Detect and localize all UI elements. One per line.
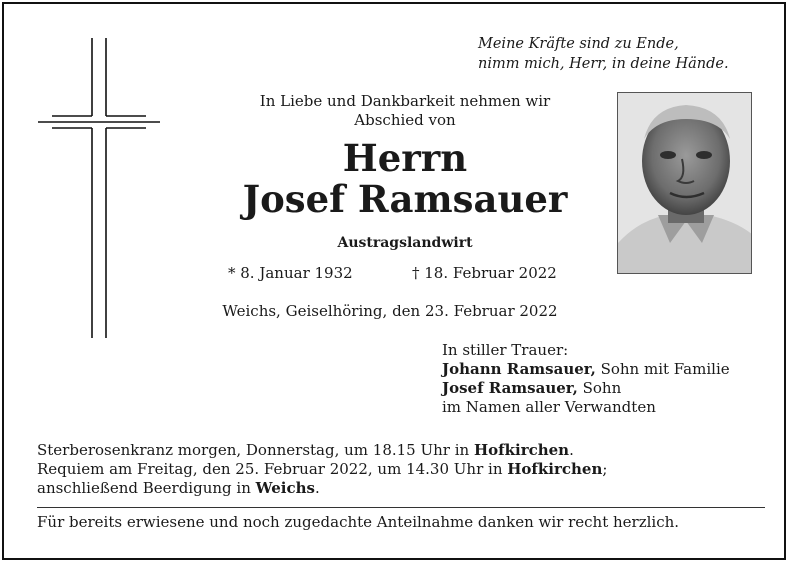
quote-line: nimm mich, Herr, in deine Hände. (478, 56, 729, 72)
requiem-line (37, 460, 757, 479)
burial-text: anschließend Beerdigung in (37, 479, 256, 497)
mourner-relation: Sohn mit Familie (595, 360, 730, 378)
deceased-name: Josef Ramsauer (242, 177, 568, 221)
rosary-line (37, 441, 757, 460)
cross-icon (36, 36, 162, 340)
intro-line: Abschied von (354, 111, 456, 129)
salutation: Herrn (342, 136, 468, 180)
mourner-relation: Sohn (577, 379, 622, 397)
mourners-block (442, 341, 772, 417)
requiem-place: Hofkirchen (507, 460, 603, 478)
punctuation: . (315, 479, 320, 497)
burial-line (37, 479, 757, 498)
rosary-place: Hofkirchen (473, 441, 570, 459)
mourner-name: Johann Ramsauer, (442, 360, 596, 378)
punctuation: ; (602, 460, 608, 478)
intro-line: In Liebe und Dankbarkeit nehmen wir (259, 92, 551, 110)
services-block (37, 441, 757, 498)
burial-place: Weichs (255, 479, 315, 497)
mourner-entry (442, 360, 772, 379)
deceased-name-block (190, 138, 620, 220)
rosary-text: Sterberosenkranz morgen, Donnerstag, um 18.15 Uhr in (37, 441, 474, 459)
place-date: Weichs, Geiselhöring, den 23. Februar 2022 (222, 302, 558, 320)
intro-text (205, 92, 605, 130)
death-date: † 18. Februar 2022 (412, 264, 557, 282)
occupation: Austragslandwirt (337, 235, 473, 251)
punctuation: . (569, 441, 574, 459)
mourners-closing: im Namen aller Verwandten (442, 398, 656, 416)
portrait-photo (617, 92, 752, 274)
requiem-text: Requiem am Freitag, den 25. Februar 2022, um 14.30 Uhr in (37, 460, 508, 478)
mourners-heading: In stiller Trauer: (442, 341, 569, 359)
bible-quote (478, 34, 768, 74)
thanks-line: Für bereits erwiesene und noch zugedachte Anteilnahme danken wir recht herzlich. (37, 513, 680, 531)
mourner-entry (442, 379, 772, 398)
quote-line: Meine Kräfte sind zu Ende, (478, 36, 679, 52)
divider (37, 507, 765, 508)
birth-date: * 8. Januar 1932 (228, 264, 353, 282)
mourner-name: Josef Ramsauer, (442, 379, 578, 397)
